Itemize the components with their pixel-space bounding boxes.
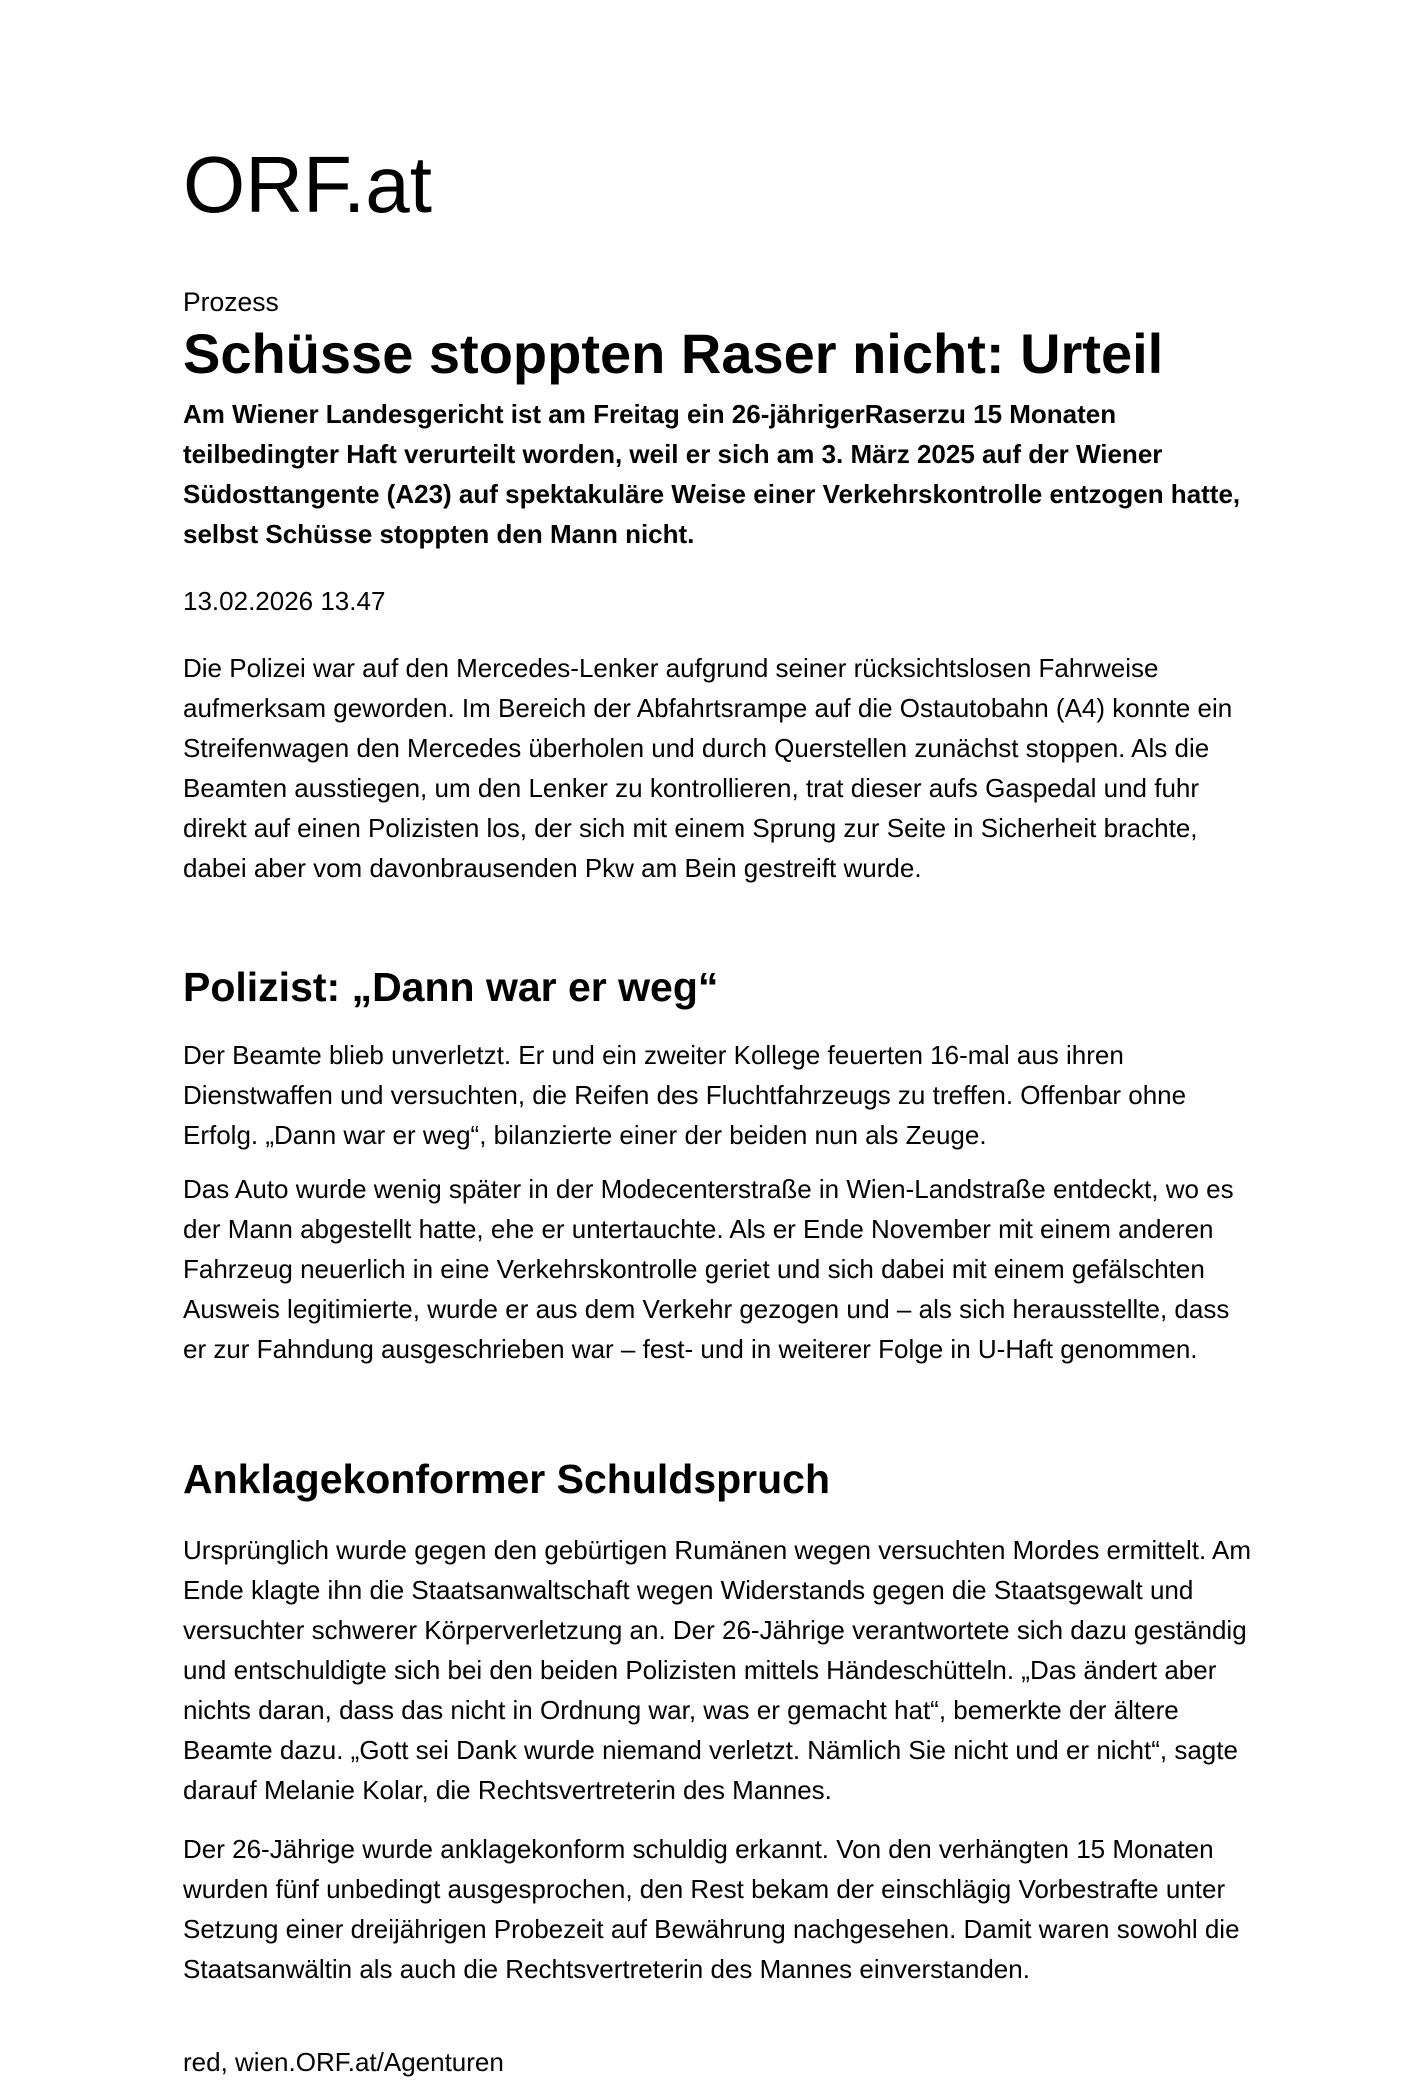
article-credit: red, wien.ORF.at/Agenturen xyxy=(183,2047,504,2077)
article-paragraph: Ursprünglich wurde gegen den gebürtigen Rumänen wegen versuchten Mordes ermittelt. Am Ende klagte ihn die Staatsanwaltschaft wegen Widerstands gegen die Staatsgewalt und versuchter schwerer Körperverletzung an. Der 26-Jährige verantwortete sich dazu geständig und entschuldigte sich bei den beiden Polizisten mittels Händeschütteln. „Das ändert aber nichts daran, dass das nicht in Ordnung war, was er gemacht hat“, bemerkte der ältere Beamte dazu. „Gott sei Dank wurde niemand verletzt. Nämlich Sie nicht und er nicht“, sagte darauf Melanie Kolar, die Rechtsvertreterin des Mannes. xyxy=(183,1535,1252,1805)
article-paragraph: Der Beamte blieb unverletzt. Er und ein zweiter Kollege feuerten 16-mal aus ihren Dienstwaffen und versuchten, die Reifen des Fluchtfahrzeugs zu treffen. Offenbar ohne Erfolg. „Dann war er weg“, bilanzierte einer der beiden nun als Zeuge. xyxy=(183,1040,1187,1150)
orf-logo[interactable]: ORF.at xyxy=(183,140,432,229)
article-kicker: Prozess xyxy=(183,287,279,317)
article-title: Schüsse stoppten Raser nicht: Urteil xyxy=(183,322,1164,385)
section-heading: Anklagekonformer Schuldspruch xyxy=(183,1456,831,1502)
article-date: 13.02.2026 13.47 xyxy=(183,586,386,616)
article-paragraph: Die Polizei war auf den Mercedes-Lenker aufgrund seiner rücksichtslosen Fahrweise aufmerksam geworden. Im Bereich der Abfahrtsrampe auf die Ostautobahn (A4) konnte ein Streifenwagen den Mercedes überholen und durch Querstellen zunächst stoppen. Als die Beamten ausstiegen, um den Lenker zu kontrollieren, trat dieser aufs Gaspedal und fuhr direkt auf einen Polizisten los, der sich mit einem Sprung zur Seite in Sicherheit brachte, dabei aber vom davonbrausenden Pkw am Bein gestreift wurde. xyxy=(183,653,1233,883)
article-paragraph: Der 26-Jährige wurde anklagekonform schuldig erkannt. Von den verhängten 15 Monaten wurden fünf unbedingt ausgesprochen, den Rest bekam der einschlägig Vorbestrafte unter Setzung einer dreijährigen Probezeit auf Bewährung nachgesehen. Damit waren sowohl die Staatsanwältin als auch die Rechtsvertreterin des Mannes einverstanden. xyxy=(183,1834,1240,1984)
article-paragraph: Das Auto wurde wenig später in der Modecenterstraße in Wien-Landstraße entdeckt, wo es der Mann abgestellt hatte, ehe er untertauchte. Als er Ende November mit einem anderen Fahrzeug neuerlich in eine Verkehrskontrolle geriet und sich dabei mit einem gefälschten Ausweis legitimierte, wurde er aus dem Verkehr gezogen und – als sich herausstellte, dass er zur Fahndung ausgeschrieben war – fest- und in weiterer Folge in U-Haft genommen. xyxy=(183,1174,1234,1364)
section-heading: Polizist: „Dann war er weg“ xyxy=(183,964,719,1010)
article-lead: Am Wiener Landesgericht ist am Freitag ein 26-jährigerRaserzu 15 Monaten teilbedingter Haft verurteilt worden, weil er sich am 3. März 2025 auf der Wiener Südosttangente (A23) auf spektakuläre Weise einer Verkehrskontrolle entzogen hatte, selbst Schüsse stoppten den Mann nicht. xyxy=(183,399,1241,549)
